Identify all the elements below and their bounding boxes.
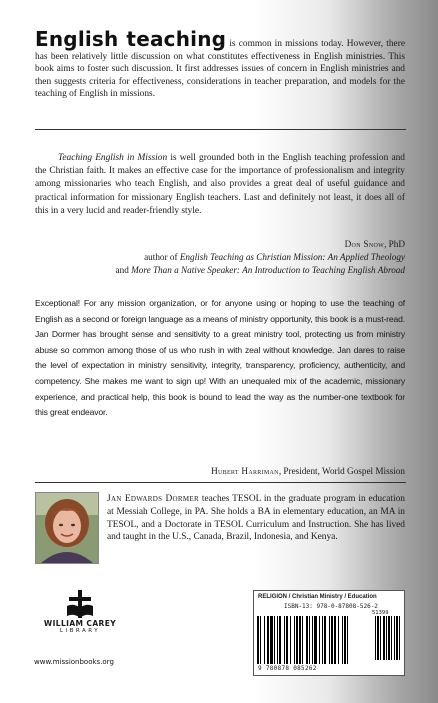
review1-line3-book: More Than a Native Speaker: An Introduction to Teaching English Abroad (131, 265, 405, 275)
review2-text: Exceptional! For any mission organization, or for anyone using or hoping to use the teaching of English as a second or foreign language as a means of ministry opportunity, this book is a must-read. Jan Dormer has brought sense and sensitivity to a great ministry tool, protecting us from ministry abuse so common among those of us who rush in with zeal without knowledge. Jan dares to raise the level of expectation in ministry sensitivity, integrity, transparency, proficiency, authenticity, and competency. She makes me want to sign up! With an unequaled mix of the academic, missionary experience, and practical help, this book is bound to lead the way as the number-one textbook for this great endeavor. (35, 298, 405, 418)
review1-line2-book: English Teaching as Christian Mission: An Applied Theology (179, 252, 405, 262)
intro-lead: English teaching (35, 27, 227, 51)
review1-degree: , PhD (384, 239, 405, 249)
review2-name: Hubert Harriman (211, 466, 279, 476)
review-snow (35, 152, 405, 218)
review1-line2-prefix: author of (144, 252, 180, 262)
review1-book-title: Teaching English in Mission (58, 153, 168, 163)
review1-attribution (35, 238, 405, 277)
author-photo (35, 492, 99, 564)
barcode-price-code: 51399 (372, 610, 389, 616)
intro-paragraph (35, 27, 405, 101)
barcode-category: RELIGION / Christian Ministry / Education (258, 594, 377, 600)
publisher-name: WILLIAM CAREY (43, 619, 117, 628)
review2-affiliation: , President, World Gospel Mission (278, 466, 405, 476)
publisher-logo (34, 590, 126, 634)
divider-top (35, 129, 406, 130)
review2-attribution (35, 466, 405, 476)
review1-line3-prefix: and (115, 265, 132, 275)
publisher-sub: LIBRARY (59, 628, 101, 634)
review-harriman (35, 296, 405, 421)
author-bio (107, 493, 405, 544)
review1-text: is well grounded both in the English teaching profession and the Christian faith. It makes an effective case for the importance of professionalism and integrity among missionaries who teach English, and also provides a great deal of useful guidance and practical information for missionary English teachers. Last and definitely not least, it does all of this in a very lucid and reader-friendly style. (35, 153, 405, 216)
divider-bottom (35, 482, 406, 483)
author-bio-text: teaches TESOL in the graduate program in education at Messiah College, in PA. She holds a BA in elementary education, an MA in TESOL, and a Doctorate in TESOL Curriculum and Instruction. She has lived and taught in the U.S., Canada, Brazil, Indonesia, and Kenya. (107, 494, 405, 543)
cross-book-icon (65, 590, 95, 618)
barcode-isbn: ISBN-13: 978-0-87808-526-2 (284, 603, 378, 610)
author-name: Jan Edwards Dormer (107, 494, 199, 504)
barcode-bars (257, 616, 402, 664)
barcode-number: 9 780878 085262 (258, 665, 317, 672)
barcode-panel (253, 590, 405, 676)
review1-name: Don Snow (344, 239, 385, 249)
intro-text: is common in missions today. However, there has been relatively little discussion on what constitutes effectiveness in English ministries. This book aims to foster such discussion. It first addresses issues of concern in English ministries and then suggests criteria for effectiveness, considerations in teacher preparation, and models for the teaching of English in missions. (35, 39, 405, 100)
publisher-url: www.missionbooks.org (34, 658, 114, 666)
